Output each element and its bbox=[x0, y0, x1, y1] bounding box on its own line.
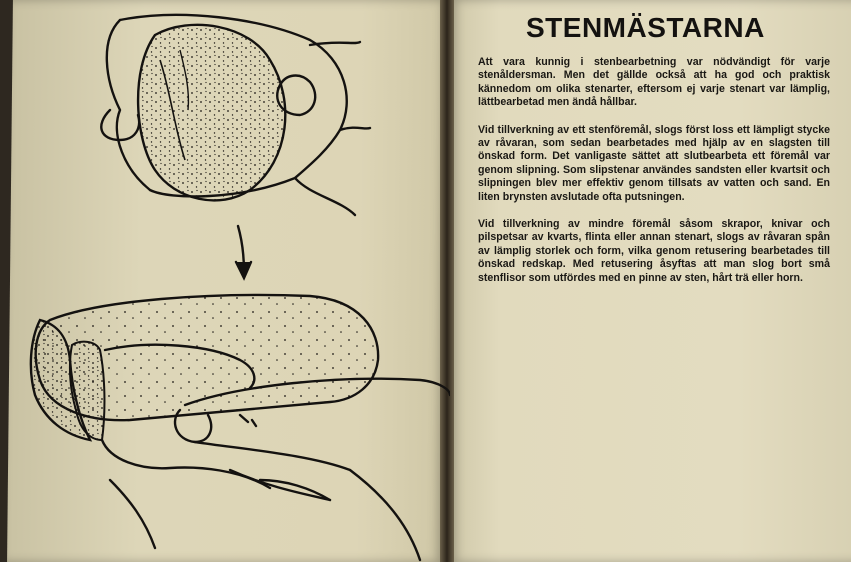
top-stone bbox=[138, 25, 285, 201]
stone-working-illustration bbox=[10, 0, 450, 562]
paragraph-3: Vid tillverkning av mindre föremål såsom skrapor, knivar och pilspetsar av kvarts, flinta eller annan stenart, slogs av råvaran spån av lämplig storlek och form, vilka genom retusering bearbetades till önskad redskap. Med retusering åsyftas att man slog bort små stenflisor som utfördes med en pinne av sten, hårt trä eller horn. bbox=[478, 218, 830, 284]
paragraph-2: Vid tillverkning av ett stenföremål, slogs först loss ett lämpligt stycke av råvaran, som sedan bearbetades med hjälp av en slagsten till önskad form. Det vanligaste sättet att slutbearbeta ett föremål var genom slipning. Som slipstenar användes sandsten eller kvartsit och slipningen blev mer effektiv genom tillsats av vatten och sand. En liten brynsten avslutade ofta putsningen. bbox=[478, 123, 830, 203]
article-title: STENMÄSTARNA bbox=[526, 12, 765, 43]
bottom-stone-tool bbox=[31, 295, 378, 440]
down-arrow-icon bbox=[236, 226, 251, 278]
article-text bbox=[478, 12, 830, 299]
paragraph-1: Att vara kunnig i stenbearbetning var nödvändigt för varje stenåldersman. Men det gällde också att ha god och praktisk kännedom om olika stenarter, eftersom ej varje stenart var lämplig, lättbearbetad men ändå hållbar. bbox=[478, 56, 830, 109]
